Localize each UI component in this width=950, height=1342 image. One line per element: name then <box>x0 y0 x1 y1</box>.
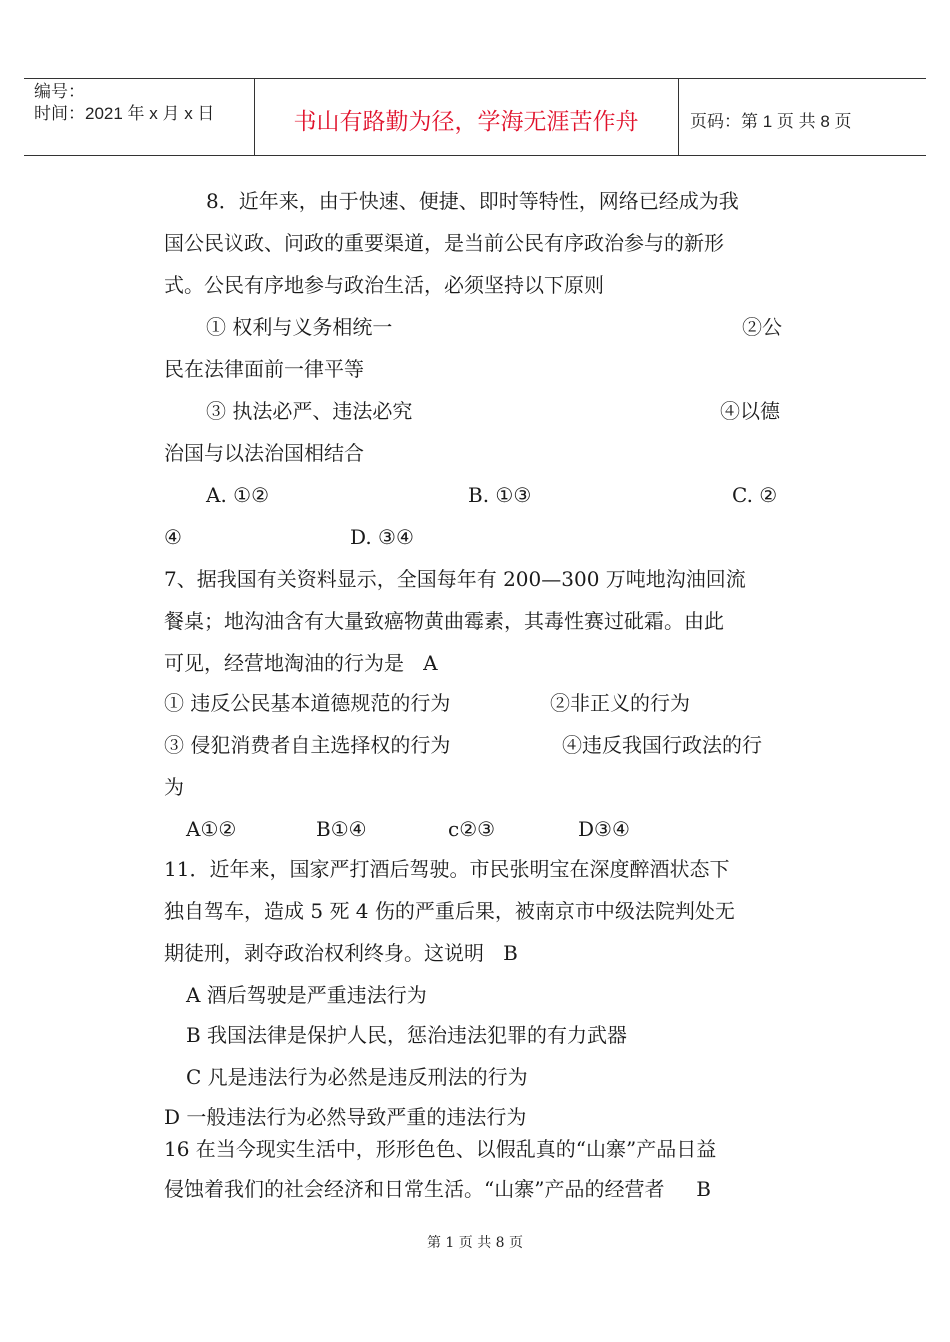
q11-option-b: B 我国法律是保护人民，惩治违法犯罪的有力武器 <box>186 1023 628 1047</box>
motto: 书山有路勤为径，学海无涯苦作舟 <box>293 109 639 135</box>
q8-item-1: ① 权利与义务相统一 <box>206 315 393 339</box>
q11-line-3: 期徒刑，剥夺政治权利终身。这说明 B <box>164 941 518 965</box>
q11-option-c: C 凡是违法行为必然是违反刑法的行为 <box>186 1065 528 1089</box>
q7-option-c: c②③ <box>448 817 496 841</box>
header-divider <box>678 79 679 155</box>
q11-option-a: A 酒后驾驶是严重违法行为 <box>186 983 427 1007</box>
q8-option-c-start: C. ② <box>732 483 778 507</box>
q8-option-c-end: ④ <box>164 525 182 549</box>
q11-option-d: D 一般违法行为必然导致严重的违法行为 <box>164 1105 527 1129</box>
q8-line-2: 国公民议政、问政的重要渠道，是当前公民有序政治参与的新形 <box>164 231 724 255</box>
q7-option-d: D③④ <box>578 817 630 841</box>
q7-line-2: 餐桌；地沟油含有大量致癌物黄曲霉素，其毒性赛过砒霜。由此 <box>164 609 724 633</box>
document-meta <box>34 81 214 125</box>
q8-item-4-end: 治国与以法治国相结合 <box>164 441 364 465</box>
q8-item-4-start: ④以德 <box>720 399 780 423</box>
time-label: 时间：2021 年 x 月 x 日 <box>34 104 215 123</box>
q7-item-4-end: 为 <box>164 775 184 799</box>
q7-item-3: ③ 侵犯消费者自主选择权的行为 <box>164 733 451 757</box>
q8-line-3: 式。公民有序地参与政治生活，必须坚持以下原则 <box>164 273 604 297</box>
q7-option-b: B①④ <box>316 817 367 841</box>
q7-option-a: A①② <box>186 817 237 841</box>
q7-line-3: 可见，经营地淘油的行为是 A <box>164 651 438 675</box>
q7-item-2: ②非正义的行为 <box>550 691 690 715</box>
q8-item-2-end: 民在法律面前一律平等 <box>164 357 364 381</box>
q8-item-2-start: ②公 <box>742 315 782 339</box>
q8-item-3: ③ 执法必严、违法必究 <box>206 399 413 423</box>
number-label: 编号： <box>34 82 85 101</box>
q11-line-2: 独自驾车，造成 5 死 4 伤的严重后果，被南京市中级法院判处无 <box>164 899 735 923</box>
q8-option-a: A. ①② <box>206 483 270 507</box>
q7-item-1: ① 违反公民基本道德规范的行为 <box>164 691 451 715</box>
q16-line-2: 侵蚀着我们的社会经济和日常生活。“山寨”产品的经营者 B <box>164 1177 711 1201</box>
page-footer: 第 1 页 共 8 页 <box>426 1235 524 1251</box>
q16-line-1: 16 在当今现实生活中，形形色色、以假乱真的“山寨”产品日益 <box>164 1137 717 1161</box>
page-header <box>24 78 926 156</box>
page-info: 页码：第 1 页 共 8 页 <box>690 112 852 131</box>
q7-line-1: 7、据我国有关资料显示，全国每年有 200—300 万吨地沟油回流 <box>164 567 746 591</box>
q7-item-4-start: ④违反我国行政法的行 <box>562 733 762 757</box>
q8-line-1: 8．近年来，由于快速、便捷、即时等特性，网络已经成为我 <box>206 189 739 213</box>
q8-option-d: D. ③④ <box>350 525 414 549</box>
q11-line-1: 11．近年来，国家严打酒后驾驶。市民张明宝在深度醉酒状态下 <box>164 857 730 881</box>
q8-option-b: B. ①③ <box>468 483 532 507</box>
